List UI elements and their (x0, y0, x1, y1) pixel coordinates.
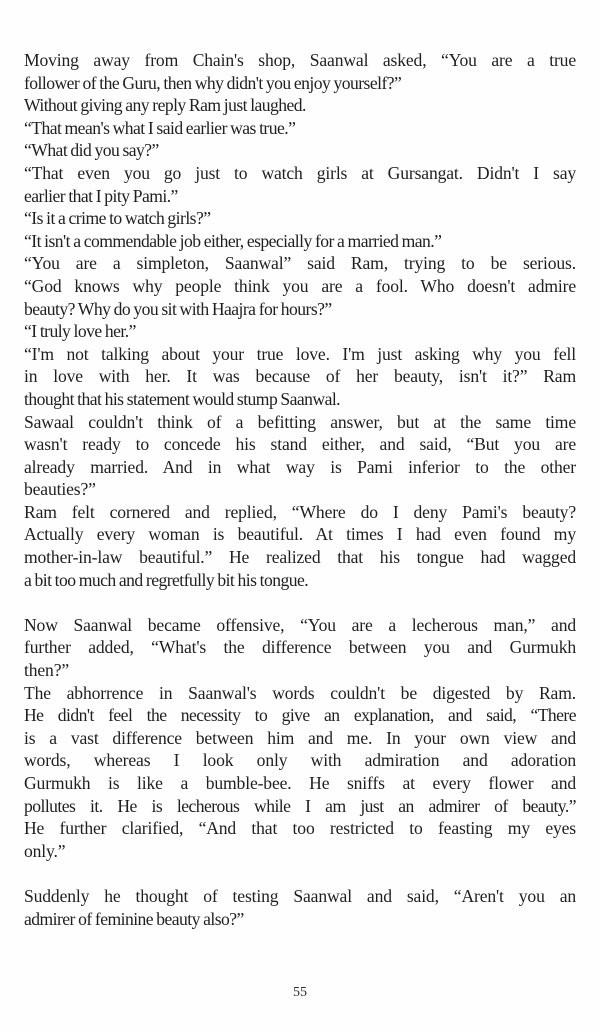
text-line: Without giving any reply Ram just laughed. (24, 95, 306, 116)
text-line: Moving away from Chain's shop, Saanwal asked, “You are a true (24, 50, 576, 70)
text-line: “That even you go just to watch girls at Gursangat. Didn't I say (24, 162, 576, 183)
text-line: a bit too much and regretfully bit his tongue. (24, 569, 309, 590)
page-number: 55 (293, 985, 307, 1000)
text-line: The abhorrence in Saanwal's words couldn't be digested by Ram. (24, 682, 576, 703)
paragraph-gap (24, 862, 576, 885)
text-line: Sawaal couldn't think of a befitting answer, but at the same time (24, 411, 576, 432)
text-line: Ram felt cornered and replied, “Where do I deny Pami's beauty? (24, 501, 576, 522)
text-line: words, whereas I look only with admiration and adoration (24, 750, 576, 771)
text-line: Actually every woman is beautiful. At times I had even found my (24, 524, 576, 545)
text-line: “God knows why people think you are a fool. Who doesn't admire (24, 275, 576, 296)
text-line: thought that his statement would stump Saanwal. (24, 388, 341, 409)
text-line: earlier that I pity Pami.” (24, 185, 178, 206)
body-text (24, 49, 576, 930)
text-line: mother-in-law beautiful.” He realized that his tongue had wagged (24, 547, 576, 568)
text-line: “Is it a crime to watch girls?” (24, 208, 211, 229)
text-line: He didn't feel the necessity to give an explanation, and said, “There (24, 705, 576, 726)
text-line: pollutes it. He is lecherous while I am just an admirer of beauty.” (24, 795, 576, 816)
text-line: “You are a simpleton, Saanwal” said Ram, trying to be serious. (24, 253, 576, 274)
text-line: “I truly love her.” (24, 321, 136, 342)
text-line: already married. And in what way is Pami inferior to the other (24, 456, 576, 477)
text-line: then?” (24, 660, 70, 681)
text-line: is a vast difference between him and me. In your own view and (24, 727, 576, 748)
text-line: Now Saanwal became offensive, “You are a lecherous man,” and (24, 614, 576, 635)
text-line: admirer of feminine beauty also?” (24, 908, 244, 929)
text-line: beauties?” (24, 479, 96, 500)
text-line: wasn't ready to concede his stand either, and said, “But you are (24, 434, 576, 455)
paragraph-gap (24, 591, 576, 614)
text-line: “That mean's what I said earlier was true.” (24, 117, 296, 138)
text-line: beauty? Why do you sit with Haajra for hours?” (24, 298, 332, 319)
text-line: “It isn't a commendable job either, especially for a married man.” (24, 230, 442, 251)
text-line: further added, “What's the difference between you and Gurmukh (24, 637, 576, 658)
text-line: “I'm not talking about your true love. I'm just asking why you fell (24, 343, 576, 364)
text-line: He further clarified, “And that too restricted to feasting my eyes (24, 818, 576, 839)
text-line: in love with her. It was because of her beauty, isn't it?” Ram (24, 366, 576, 387)
text-line: Suddenly he thought of testing Saanwal and said, “Aren't you an (24, 885, 576, 906)
text-line: follower of the Guru, then why didn't you enjoy yourself?” (24, 72, 402, 93)
text-line: Gurmukh is like a bumble-bee. He sniffs at every flower and (24, 773, 576, 793)
text-line: only.” (24, 840, 66, 861)
text-line: “What did you say?” (24, 140, 159, 161)
